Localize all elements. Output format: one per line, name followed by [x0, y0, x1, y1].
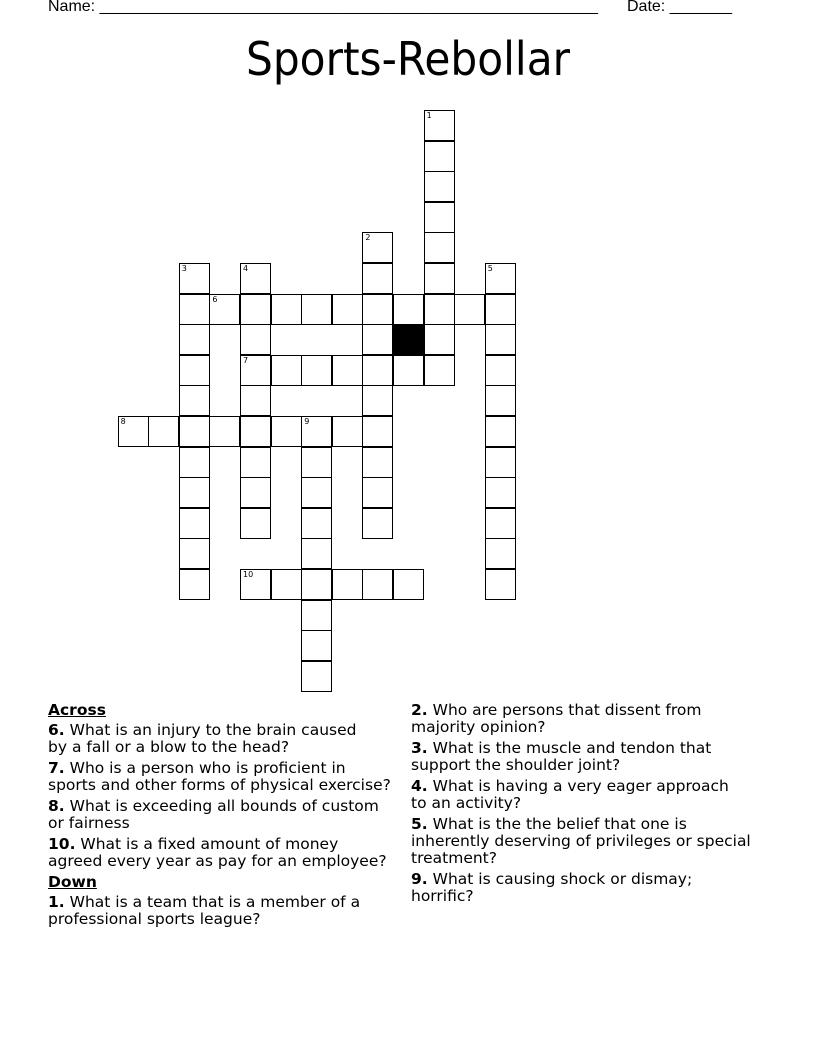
grid-cell[interactable] — [362, 569, 393, 600]
grid-cell[interactable] — [301, 447, 332, 478]
clue-number: 6 — [212, 294, 218, 304]
grid-cell[interactable] — [362, 385, 393, 416]
page-title: Sports-Rebollar — [245, 32, 571, 86]
clue-item — [411, 871, 781, 905]
grid-cell[interactable] — [301, 538, 332, 569]
grid-cell[interactable] — [271, 355, 302, 386]
clue-number: 7 — [243, 355, 249, 365]
grid-cell[interactable] — [424, 324, 455, 355]
grid-cell[interactable] — [424, 202, 455, 233]
clue-text: What is an injury to the brain caused by a fall or a blow to the head? — [48, 721, 357, 756]
clue-number: 5 — [487, 264, 493, 273]
clue-text: Who is a person who is proficient in sports and other forms of physical exercise? — [48, 759, 391, 794]
grid-cell[interactable] — [240, 324, 271, 355]
grid-cell[interactable] — [362, 232, 393, 263]
grid-cell[interactable] — [485, 263, 516, 294]
grid-cell[interactable] — [209, 416, 240, 447]
grid-cell[interactable] — [362, 447, 393, 478]
across-clue-list — [48, 722, 408, 870]
grid-cell[interactable] — [485, 355, 516, 386]
grid-cell[interactable] — [179, 416, 210, 447]
grid-cell[interactable] — [393, 355, 424, 386]
grid-cell[interactable] — [301, 355, 332, 386]
grid-cell[interactable] — [362, 508, 393, 539]
clue-item — [48, 798, 408, 832]
clue-item — [411, 702, 781, 736]
name-field-label: Name: ________________________________________________________ — [48, 0, 598, 15]
grid-cell[interactable] — [362, 263, 393, 294]
clue-item — [48, 836, 408, 870]
clue-item — [48, 722, 408, 756]
clue-number: 10 — [243, 570, 254, 579]
down-clue-list-part2 — [411, 702, 781, 905]
grid-cell[interactable] — [179, 447, 210, 478]
clue-number-label: 3. — [411, 739, 428, 757]
grid-cell[interactable] — [179, 538, 210, 569]
grid-cell[interactable] — [209, 294, 240, 325]
grid-cell[interactable] — [301, 600, 332, 631]
grid-cell[interactable] — [240, 294, 271, 325]
grid-cell[interactable] — [240, 385, 271, 416]
grid-cell[interactable] — [301, 508, 332, 539]
clue-item — [411, 740, 781, 774]
clue-number-label: 7. — [48, 759, 65, 777]
black-square — [393, 324, 424, 355]
grid-cell[interactable] — [362, 324, 393, 355]
grid-cell[interactable] — [485, 385, 516, 416]
grid-cell[interactable] — [179, 263, 210, 294]
clue-item — [411, 778, 781, 812]
grid-cell[interactable] — [362, 355, 393, 386]
grid-cell[interactable] — [424, 171, 455, 202]
grid-cell[interactable] — [271, 416, 302, 447]
grid-cell[interactable] — [240, 416, 271, 447]
grid-cell[interactable] — [424, 355, 455, 386]
clue-number: 3 — [181, 264, 187, 273]
grid-cell[interactable] — [424, 232, 455, 263]
clue-text: What is a team that is a member of a professional sports league? — [48, 893, 361, 928]
clue-text: What is exceeding all bounds of custom or fairness — [48, 797, 379, 832]
clue-number-label: 6. — [48, 721, 65, 739]
clues-left-column — [48, 702, 408, 932]
grid-cell[interactable] — [332, 355, 363, 386]
grid-cell[interactable] — [454, 294, 485, 325]
grid-cell[interactable] — [179, 477, 210, 508]
clue-text: What is the the belief that one is inherently deserving of privileges or special treatment? — [411, 815, 751, 867]
date-field-label: Date: _______ — [627, 0, 732, 15]
grid-cell[interactable] — [118, 416, 149, 447]
down-heading: Down — [48, 873, 97, 891]
grid-cell[interactable] — [485, 508, 516, 539]
clue-number-label: 5. — [411, 815, 428, 833]
grid-cell[interactable] — [424, 141, 455, 172]
clue-text: What is a fixed amount of money agreed every year as pay for an employee? — [48, 835, 387, 870]
grid-cell[interactable] — [179, 508, 210, 539]
clue-item — [48, 760, 408, 794]
grid-cell[interactable] — [240, 508, 271, 539]
grid-cell[interactable] — [301, 661, 332, 692]
grid-cell[interactable] — [424, 294, 455, 325]
clue-number-label: 4. — [411, 777, 428, 795]
grid-cell[interactable] — [332, 416, 363, 447]
grid-cell[interactable] — [485, 416, 516, 447]
grid-cell[interactable] — [424, 263, 455, 294]
grid-cell[interactable] — [240, 263, 271, 294]
clue-number-label: 1. — [48, 893, 65, 911]
clue-item — [48, 894, 408, 928]
grid-cell[interactable] — [485, 538, 516, 569]
clue-number: 2 — [365, 233, 371, 243]
clue-number: 1 — [426, 111, 432, 120]
grid-cell[interactable] — [271, 569, 302, 600]
grid-cell[interactable] — [179, 355, 210, 386]
clues-right-column — [411, 702, 781, 909]
grid-cell[interactable] — [424, 110, 455, 141]
grid-cell[interactable] — [301, 294, 332, 325]
grid-cell[interactable] — [362, 294, 393, 325]
grid-cell[interactable] — [332, 569, 363, 600]
clue-number-label: 2. — [411, 701, 428, 719]
grid-cell[interactable] — [240, 447, 271, 478]
grid-cell[interactable] — [393, 569, 424, 600]
grid-cell[interactable] — [393, 294, 424, 325]
grid-cell[interactable] — [179, 294, 210, 325]
grid-cell[interactable] — [362, 416, 393, 447]
grid-cell[interactable] — [301, 416, 332, 447]
clue-number: 4 — [243, 264, 249, 273]
grid-cell[interactable] — [179, 385, 210, 416]
clue-text: What is the muscle and tendon that support the shoulder joint? — [411, 739, 712, 774]
grid-cell[interactable] — [179, 569, 210, 600]
down-clue-list-part1 — [48, 894, 408, 928]
grid-cell[interactable] — [271, 294, 302, 325]
grid-cell[interactable] — [362, 477, 393, 508]
grid-cell[interactable] — [485, 294, 516, 325]
grid-cell[interactable] — [485, 324, 516, 355]
grid-cell[interactable] — [301, 569, 332, 600]
grid-cell[interactable] — [332, 294, 363, 325]
grid-cell[interactable] — [485, 447, 516, 478]
grid-cell[interactable] — [148, 416, 179, 447]
clue-number-label: 9. — [411, 870, 428, 888]
grid-cell[interactable] — [485, 569, 516, 600]
clue-number: 8 — [120, 417, 126, 426]
grid-cell[interactable] — [240, 569, 271, 600]
clue-text: Who are persons that dissent from majority opinion? — [411, 701, 702, 736]
clue-number-label: 10. — [48, 835, 76, 853]
grid-cell[interactable] — [240, 355, 271, 386]
clue-item — [411, 816, 781, 867]
across-heading: Across — [48, 701, 106, 719]
clue-text: What is causing shock or dismay; horrific? — [411, 870, 693, 905]
clue-number: 9 — [304, 417, 310, 426]
clue-text: What is having a very eager approach to an activity? — [411, 777, 729, 812]
grid-cell[interactable] — [301, 477, 332, 508]
grid-cell[interactable] — [240, 477, 271, 508]
clue-number-label: 8. — [48, 797, 65, 815]
grid-cell[interactable] — [485, 477, 516, 508]
grid-cell[interactable] — [179, 324, 210, 355]
grid-cell[interactable] — [301, 630, 332, 661]
